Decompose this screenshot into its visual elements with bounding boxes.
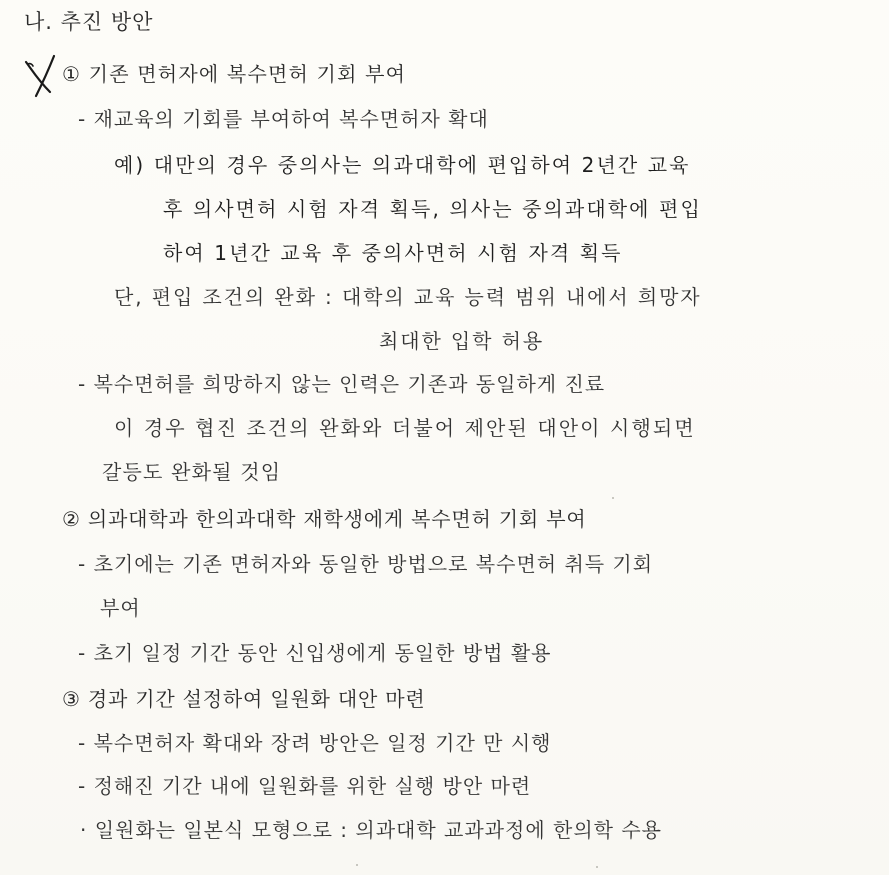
section-1-example-line-2: 후 의사면허 시험 자격 획득, 의사는 중의과대학에 편입	[163, 197, 702, 221]
section-title: 나. 추진 방안	[24, 10, 154, 34]
section-3-sub-item-1: · 일원화는 일본식 모형으로 : 의과대학 교과과정에 한의학 수용	[80, 818, 662, 842]
section-1-bullet-2-continued-1: 이 경우 협진 조건의 완화와 더불어 제안된 대안이 시행되면	[114, 416, 696, 440]
section-1-condition-line-1: 단, 편입 조건의 완화 : 대학의 교육 능력 범위 내에서 희망자	[114, 285, 702, 309]
scan-speck	[356, 864, 358, 866]
section-3-bullet-1: - 복수면허자 확대와 장려 방안은 일정 기간 만 시행	[78, 731, 552, 755]
section-1-heading: ① 기존 면허자에 복수면허 기회 부여	[62, 62, 407, 86]
section-2-bullet-1: - 초기에는 기존 면허자와 동일한 방법으로 복수면허 취득 기회	[78, 552, 654, 576]
section-3-heading: ③ 경과 기간 설정하여 일원화 대안 마련	[62, 687, 426, 711]
section-3-bullet-2: - 정해진 기간 내에 일원화를 위한 실행 방안 마련	[78, 774, 532, 798]
section-1-condition-line-2: 최대한 입학 허용	[379, 329, 545, 353]
scan-speck	[612, 497, 614, 499]
section-2-bullet-2: - 초기 일정 기간 동안 신입생에게 동일한 방법 활용	[78, 641, 552, 665]
section-2-heading: ② 의과대학과 한의과대학 재학생에게 복수면허 기회 부여	[62, 507, 587, 531]
handwritten-check-mark-icon	[20, 52, 66, 98]
section-2-bullet-1-continued: 부여	[100, 596, 141, 620]
section-1-bullet-2: - 복수면허를 희망하지 않는 인력은 기존과 동일하게 진료	[78, 372, 606, 396]
section-1-example-line-3: 하여 1년간 교육 후 중의사면허 시험 자격 획득	[163, 241, 623, 265]
scan-speck	[596, 866, 598, 868]
section-1-bullet-2-continued-2: 갈등도 완화될 것임	[102, 460, 282, 484]
section-1-bullet-1: - 재교육의 기회를 부여하여 복수면허자 확대	[78, 107, 489, 131]
section-1-example-line-1: 예) 대만의 경우 중의사는 의과대학에 편입하여 2년간 교육	[114, 153, 691, 177]
